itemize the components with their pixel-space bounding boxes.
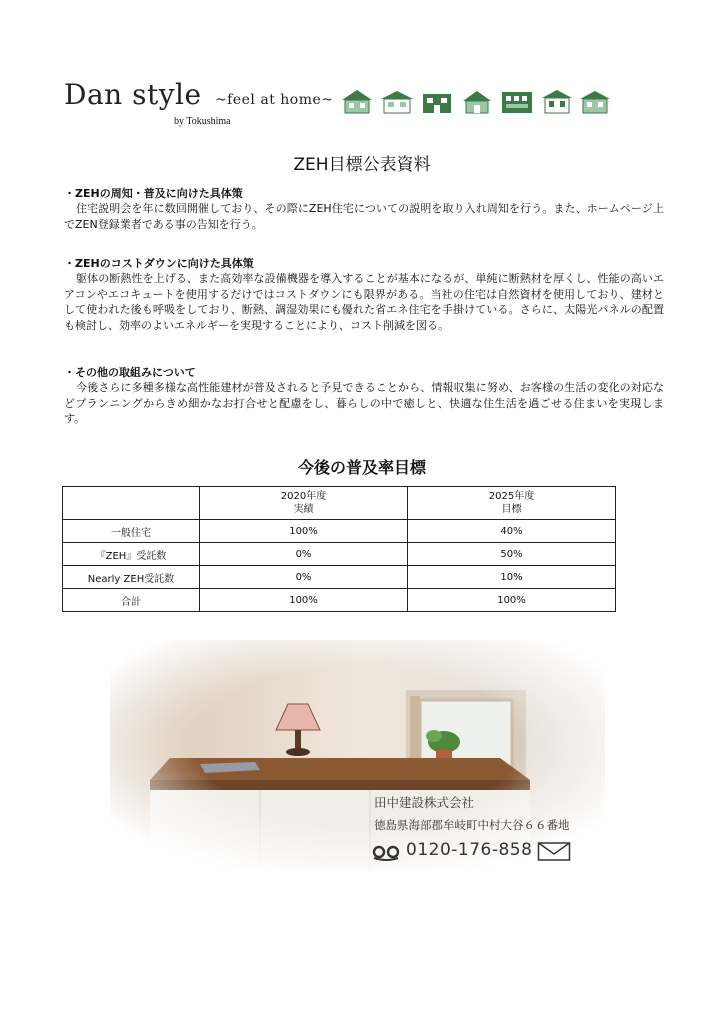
- section-heading: ・ZEHの周知・普及に向けた具体策: [64, 187, 243, 200]
- section-body: 躯体の断熱性を上げる、また高効率な設備機器を導入することが基本になるが、単純に断熱材を厚くし、性能の高いエアコンやエコキュートを使用するだけではコストダウンにも限界がある。当社の住宅は自然資材を使用しており、建材として使われた後も呼吸をしており、断熱、調湿効果にも優れた省エネ住宅を手掛けている。さらに、太陽光パネルの配置も検討し、効率のよいエネルギーを実現することにより、コスト削減を図る。: [64, 272, 664, 332]
- house-icon: [578, 88, 612, 114]
- document-title: ZEH目標公表資料: [293, 155, 431, 175]
- table-corner-cell: [63, 487, 200, 520]
- section-cost-down: [64, 256, 664, 333]
- cell-2020: 100%: [200, 589, 408, 612]
- cell-2025: 10%: [408, 566, 616, 589]
- brand-title: [64, 78, 334, 111]
- house-icon: [340, 88, 374, 114]
- cell-2025: 50%: [408, 543, 616, 566]
- section-heading: ・その他の取組みについて: [64, 366, 196, 379]
- column-year: 2020年度: [280, 491, 327, 502]
- table-header-row: [63, 487, 616, 520]
- section-other-efforts: [64, 365, 664, 427]
- section-body: 今後さらに多種多様な高性能建材が普及されると予見できることから、情報収集に努め、お客様の生活の変化の対応などプランニングからきめ細かなお打合せと配慮をし、暮らしの中で癒しと、快適な住生活を過ごせる住まいを実現します。: [64, 381, 664, 425]
- brand-tagline: ~feel at home~: [214, 92, 334, 108]
- goals-title: 今後の普及率目標: [297, 458, 426, 477]
- company-name: 田中建設株式会社: [374, 795, 475, 810]
- brand-name: Dan style: [64, 78, 202, 111]
- table-row: [63, 520, 616, 543]
- column-label: 実績: [293, 504, 314, 515]
- house-icon: [500, 88, 534, 114]
- interior-photo: [110, 640, 605, 872]
- column-year: 2025年度: [488, 491, 535, 502]
- table-row: [63, 566, 616, 589]
- cell-2025: 40%: [408, 520, 616, 543]
- house-icon: [380, 88, 414, 114]
- table-row: [63, 589, 616, 612]
- brand-byline: by Tokushima: [174, 116, 231, 127]
- goals-table: [62, 486, 616, 612]
- column-label: 目標: [501, 504, 522, 515]
- column-header-2020: [200, 487, 408, 520]
- company-address: 徳島県海部郡牟岐町中村大谷６６番地: [374, 818, 570, 832]
- envelope-icon[interactable]: [537, 840, 571, 862]
- house-icon: [420, 88, 454, 114]
- cell-2020: 100%: [200, 520, 408, 543]
- cell-2020: 0%: [200, 543, 408, 566]
- cell-2025: 100%: [408, 589, 616, 612]
- row-label: Nearly ZEH受託数: [63, 566, 200, 589]
- row-label: 一般住宅: [63, 520, 200, 543]
- row-label: 『ZEH』受託数: [63, 543, 200, 566]
- column-header-2025: [408, 487, 616, 520]
- house-icon: [460, 88, 494, 114]
- table-row: [63, 543, 616, 566]
- section-body: 住宅説明会を年に数回開催しており、その際にZEH住宅についての説明を取り入れ周知を行う。また、ホームページ上でZEN登録業者である事の告知を行う。: [64, 202, 664, 231]
- free-dial-icon: [372, 843, 400, 861]
- cell-2020: 0%: [200, 566, 408, 589]
- brand-logo: [64, 78, 334, 127]
- row-label: 合計: [63, 589, 200, 612]
- house-row-icon: [340, 88, 608, 116]
- interior-illustration: [110, 640, 605, 872]
- phone-number[interactable]: 0120-176-858: [406, 840, 533, 860]
- section-promotion: [64, 186, 664, 232]
- house-icon: [540, 88, 574, 114]
- section-heading: ・ZEHのコストダウンに向けた具体策: [64, 257, 254, 270]
